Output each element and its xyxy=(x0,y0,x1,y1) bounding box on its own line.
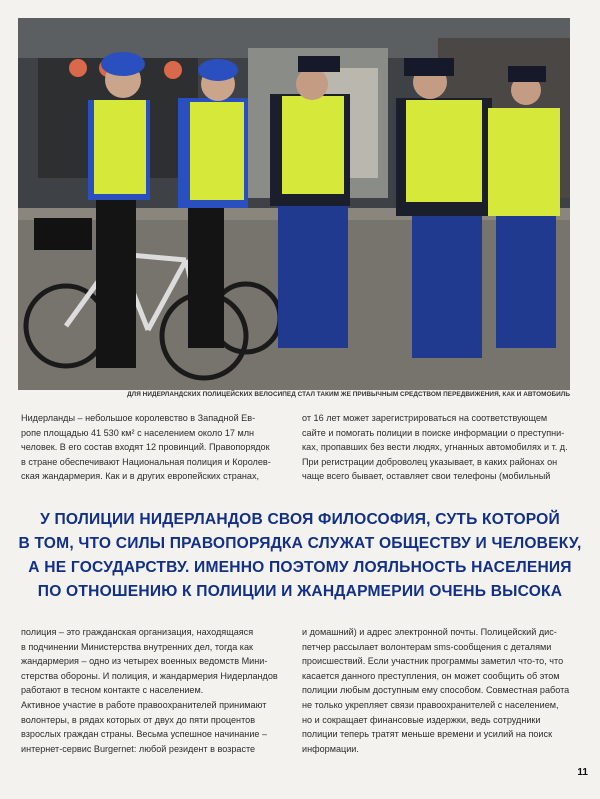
text-line: ропе площадью 41 530 км² с населением около 17 млн xyxy=(21,427,255,438)
pull-quote-line: У ПОЛИЦИИ НИДЕРЛАНДОВ СВОЯ ФИЛОСОФИЯ, СУТЬ КОТОРОЙ xyxy=(40,511,560,528)
text-line: ках, пропавших без вести людях, угнанных автомобилях и т. д. xyxy=(302,442,568,453)
text-line: и домашний) и адрес электронной почты. Полицейский дис- xyxy=(302,627,557,637)
text-line: не только укрепляет связи правоохранителей с населением, xyxy=(302,699,559,710)
text-line: происшествий. Если участник программы заметил что-то, что xyxy=(302,656,564,667)
pull-quote-line: В ТОМ, ЧТО СИЛЫ ПРАВОПОРЯДКА СЛУЖАТ ОБЩЕСТВУ И ЧЕЛОВЕКУ, xyxy=(18,535,582,552)
pull-quote-line: ПО ОТНОШЕНИЮ К ПОЛИЦИИ И ЖАНДАРМЕРИИ ОЧЕНЬ ВЫСОКА xyxy=(37,583,563,600)
text-line: интернет-сервис Burgernet: любой резидент в возрасте xyxy=(21,743,256,754)
text-line: При регистрации доброволец указывает, в каких районах он xyxy=(302,456,558,467)
text-line: работают в тесном контакте с населением. xyxy=(21,685,204,696)
page-number: 11 xyxy=(577,767,588,778)
text-line: волонтеры, в рядах которых от двух до пяти процентов xyxy=(21,714,256,725)
text-line: Нидерланды – небольшое королевство в Западной Ев- xyxy=(21,413,256,423)
intro-left-column xyxy=(21,411,283,484)
text-line: в стране обеспечивают Национальная полиция и Королев- xyxy=(21,456,271,467)
text-line: в подчинении Министерства внутренних дел, тогда как xyxy=(21,641,253,652)
pull-quote-line: А НЕ ГОСУДАРСТВУ. ИМЕННО ПОЭТОМУ ЛОЯЛЬНОСТЬ НАСЕЛЕНИЯ xyxy=(28,559,572,576)
text-line: петчер рассылает волонтерам sms-сообщения с деталями xyxy=(302,641,552,652)
text-line: жандармерия – одно из четырех военных ведомств Мини- xyxy=(21,656,268,667)
text-line: ская жандармерия. Как и в других европейских странах, xyxy=(21,471,260,482)
text-line: стерства обороны. И полиция, и жандармерия Нидерландов xyxy=(21,670,278,681)
text-line: полиции любым доступным ему способом. Совместная работа xyxy=(302,685,570,696)
body-left-column xyxy=(21,625,285,756)
text-line: полиции теперь тратят меньше времени и усилий на поиск xyxy=(302,729,553,740)
police-photo xyxy=(18,18,570,390)
text-line: Активное участие в работе правоохранителей принимают xyxy=(21,699,267,710)
text-line: человек. В его состав входят 12 провинций. Правопорядок xyxy=(21,442,270,453)
text-line: полиция – это гражданская организация, находящаяся xyxy=(21,627,254,637)
photo-caption: ДЛЯ НИДЕРЛАНДСКИХ ПОЛИЦЕЙСКИХ ВЕЛОСИПЕД СТАЛ ТАКИМ ЖЕ ПРИВЫЧНЫМ СРЕДСТВОМ ПЕРЕДВИЖЕНИЯ, КАК И АВТОМОБИЛЬ xyxy=(127,391,570,398)
text-line: касается данного преступления, он может сообщить об этом xyxy=(302,670,560,681)
text-line: информации. xyxy=(302,743,359,754)
text-line: сайте и помогать полиции в поиске информации о преступни- xyxy=(302,427,565,438)
text-line: от 16 лет может зарегистрироваться на соответствующем xyxy=(302,413,548,423)
intro-right-column xyxy=(302,411,572,484)
text-line: но и сокращает финансовые издержки, ведь сотрудники xyxy=(302,714,541,725)
body-right-column xyxy=(302,625,574,756)
text-line: чаще всего бывает, оставляет свои телефоны (мобильный xyxy=(302,471,551,482)
pull-quote xyxy=(16,508,584,604)
police-photo-illustration xyxy=(18,18,570,390)
text-line: взрослых граждан страны. Весьма успешное начинание – xyxy=(21,729,268,740)
